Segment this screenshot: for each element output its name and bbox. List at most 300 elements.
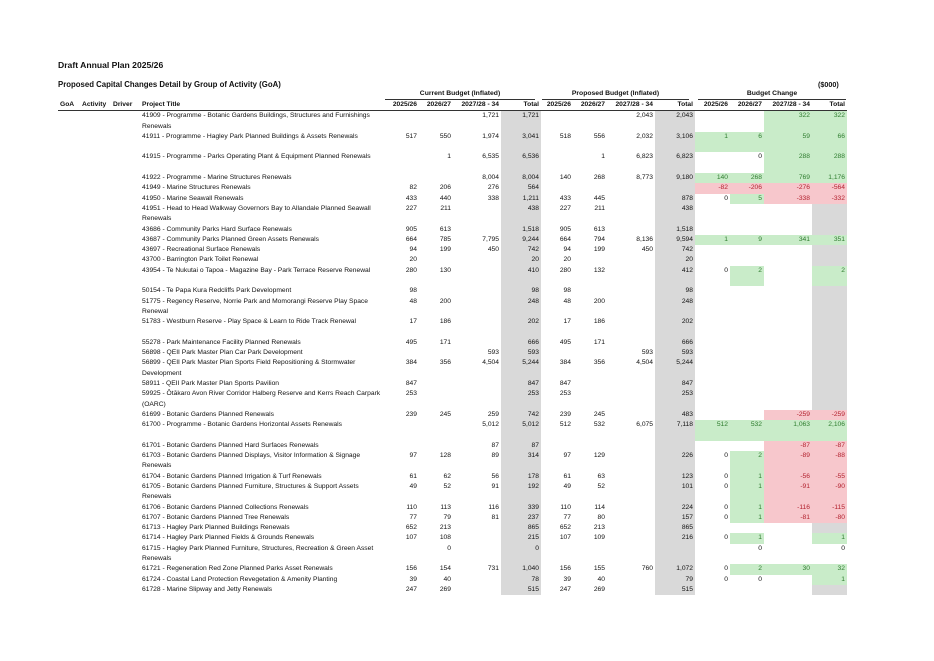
cell-c2 [419,379,453,389]
table-row [58,235,847,245]
cell-goa [58,410,80,420]
cell-activity [80,152,111,173]
cell-goa [58,441,80,451]
cell-activity [80,204,111,225]
cell-d1: 512 [695,420,730,441]
cell-d2: 0 [758,544,762,552]
cell-d1 [695,245,730,255]
cell-goa [58,513,80,523]
cell-p1 [541,111,573,132]
cell-d1 [695,379,730,389]
cell-ct: 339 [501,503,541,513]
cell-d3 [764,245,812,255]
cell-c1: 664 [405,235,417,243]
cell-p2 [573,111,607,132]
cell-goa [58,389,80,410]
col-header-change-2025: 2025/26 [695,100,730,111]
cell-d3: -91 [764,482,812,503]
table-header-row [58,100,847,111]
cell-goa [58,564,80,574]
cell-p1: 247 [559,585,571,593]
cell-p2: 532 [593,421,605,429]
cell-p2 [573,255,607,265]
cell-project-title: 58911 - QEII Park Master Plan Sports Pavilion [142,380,280,388]
cell-p3 [607,441,655,451]
cell-driver [111,523,140,533]
cell-driver [111,111,140,132]
cell-d2 [730,297,764,318]
cell-project-title: 43954 - Te Nukutai o Tapoa - Magazine Bay - Park Terrace Reserve Renewal [142,266,371,274]
cell-d2: 1 [730,533,764,543]
table-row [58,482,847,503]
cell-goa [58,255,80,265]
cell-pt: 1,072 [655,564,695,574]
cell-goa [58,472,80,482]
cell-p1: 98 [563,287,571,295]
cell-c3: 7,795 [482,235,499,243]
cell-project-title: 61714 - Hagley Park Planned Fields & Grounds Renewals [142,534,315,542]
cell-goa [58,523,80,533]
cell-goa [58,482,80,503]
cell-c1 [384,420,419,441]
cell-c1: 280 [405,266,417,274]
cell-goa [58,204,80,225]
cell-c3: 91 [491,482,499,490]
cell-c2: 200 [439,297,451,305]
cell-activity [80,111,111,132]
cell-driver [111,266,140,287]
cell-project-title: 61699 - Botanic Gardens Planned Renewals [142,410,274,418]
cell-d1: 0 [724,266,728,274]
cell-d3: -116 [764,503,812,513]
cell-p2 [573,183,607,193]
cell-pt: 101 [655,482,695,503]
cell-p2: 245 [593,410,605,418]
cell-dt: -564 [812,183,847,193]
cell-pt: 9,594 [655,235,695,245]
cell-p3 [607,317,655,338]
cell-goa [58,111,80,132]
cell-c3: 1,974 [482,132,499,140]
cell-c3 [453,204,501,225]
cell-c2: 130 [439,266,451,274]
cell-p2: 268 [593,174,605,182]
cell-activity [80,266,111,287]
cell-d1: 0 [724,503,728,511]
cell-goa [58,297,80,318]
cell-c3: 731 [487,565,499,573]
cell-p2 [573,441,607,451]
cell-d2: 1 [730,472,764,482]
cell-ct: 1,040 [501,564,541,574]
cell-dt [812,297,847,318]
cell-p3 [607,585,655,595]
cell-pt: 5,244 [655,358,695,379]
cell-ct: 742 [501,410,541,420]
cell-c3: 5,012 [482,421,499,429]
cell-c1: 17 [409,318,417,326]
cell-driver [111,533,140,543]
cell-c3 [453,575,501,585]
cell-pt: 253 [655,389,695,410]
cell-p2: 211 [594,204,605,212]
cell-p2: 445 [593,194,605,202]
cell-c3: 1,721 [482,112,499,120]
table-row [58,575,847,585]
cell-dt: 0 [841,544,845,552]
cell-dt [812,204,847,225]
cell-driver [111,451,140,472]
cell-c2: 171 [439,338,451,346]
cell-c1: 247 [405,585,417,593]
cell-p3 [607,194,655,204]
cell-d3: 341 [764,235,812,245]
cell-activity [80,286,111,296]
cell-p1: 140 [559,174,571,182]
cell-p3 [607,286,655,296]
cell-project-title: 61713 - Hagley Park Planned Buildings Renewals [142,524,290,532]
cell-project-title: 61724 - Coastal Land Protection Revegetation & Amenity Planting [142,575,338,583]
cell-ct: 564 [501,183,541,193]
cell-c1: 107 [405,534,417,542]
cell-goa [58,379,80,389]
cell-d3 [764,317,812,338]
cell-ct: 3,041 [501,132,541,153]
cell-c2: 108 [439,534,451,542]
cell-driver [111,132,140,153]
cell-p3 [607,544,655,565]
cell-d1 [695,523,730,533]
cell-p3 [607,533,655,543]
cell-p2: 171 [593,338,605,346]
cell-activity [80,358,111,379]
col-header-proposed-2026: 2026/27 [573,100,607,111]
cell-pt: 666 [655,338,695,348]
cell-dt [812,245,847,255]
cell-c3: 81 [491,513,499,521]
cell-activity [80,472,111,482]
cell-ct: 248 [501,297,541,318]
cell-c1: 495 [405,338,417,346]
cell-d1 [695,297,730,318]
cell-goa [58,358,80,379]
cell-c2: 52 [443,482,451,490]
cell-pt: 878 [655,194,695,204]
cell-ct: 87 [501,441,541,451]
cell-c1: 652 [405,524,417,532]
cell-project-title: 59925 - Ōtākaro Avon River Corridor Halberg Reserve and Kerrs Reach Carpark (OARC) [142,390,381,408]
table-row [58,585,847,595]
cell-p3 [607,297,655,318]
cell-p3 [607,513,655,523]
cell-p1: 518 [559,132,571,140]
cell-c1: 98 [409,287,417,295]
cell-project-title: 56898 - QEII Park Master Plan Car Park Development [142,349,303,357]
cell-c2: 211 [440,204,451,212]
cell-d1 [695,317,730,338]
cell-c2: 245 [439,410,451,418]
cell-p2: 200 [593,297,605,305]
cell-driver [111,235,140,245]
cell-c3: 6,535 [482,153,499,161]
cell-pt: 3,106 [655,132,695,153]
cell-d2: 5 [730,194,764,204]
cell-d2 [730,111,764,132]
cell-p1: 905 [559,225,571,233]
cell-goa [58,132,80,153]
cell-d3: -338 [764,194,812,204]
cell-dt: 322 [812,111,847,132]
units-label: ($000) [818,80,839,89]
cell-activity [80,482,111,503]
cell-d2: 532 [730,420,764,441]
cell-c2 [419,111,453,132]
cell-dt [812,225,847,235]
table-row [58,420,847,441]
cell-c2 [419,441,453,451]
cell-driver [111,173,140,183]
cell-c1: 82 [409,184,417,192]
cell-d1 [695,348,730,358]
cell-d1 [695,441,730,451]
cell-p1 [541,348,573,358]
cell-activity [80,317,111,338]
cell-c2: 154 [439,565,451,573]
cell-p1: 664 [559,235,571,243]
cell-project-title: 41911 - Programme - Hagley Park Planned Buildings & Assets Renewals [142,132,358,140]
cell-ct: 178 [501,472,541,482]
cell-d2: 9 [730,235,764,245]
cell-d3 [764,533,812,543]
table-row [58,194,847,204]
cell-pt: 438 [655,204,695,225]
cell-driver [111,379,140,389]
cell-c2: 613 [439,225,451,233]
cell-c1: 49 [409,482,417,490]
cell-ct: 215 [501,533,541,543]
cell-c2: 40 [443,575,451,583]
cell-project-title: 55278 - Park Maintenance Facility Planned Renewals [142,338,301,346]
cell-d3 [764,338,812,348]
cell-c1: 227 [405,204,417,212]
cell-dt: -90 [812,482,847,503]
cell-p3 [607,389,655,410]
cell-c1: 20 [409,256,417,264]
cell-d2 [730,441,764,451]
cell-d1: -82 [695,183,730,193]
cell-pt: 865 [655,523,695,533]
cell-goa [58,183,80,193]
cell-p1: 847 [559,380,571,388]
cell-p2: 80 [597,513,605,521]
cell-pt: 157 [655,513,695,523]
cell-d3 [764,575,812,585]
capital-changes-table [58,100,847,595]
cell-project-title: 41949 - Marine Structures Renewals [142,184,251,192]
cell-p2: 356 [593,359,605,367]
cell-p2 [573,348,607,358]
cell-project-title: 61700 - Programme - Botanic Gardens Horizontal Assets Renewals [142,421,342,429]
cell-c3: 87 [491,441,499,449]
cell-project-title: 61707 - Botanic Gardens Planned Tree Renewals [142,513,290,521]
cell-d2 [730,585,764,595]
cell-c3 [453,297,501,318]
cell-driver [111,348,140,358]
cell-goa [58,338,80,348]
col-header-project: Project Title [140,100,384,111]
table-row [58,358,847,379]
cell-p3 [607,379,655,389]
cell-c1 [384,111,419,132]
cell-p2: 199 [593,246,605,254]
cell-dt: -80 [812,513,847,523]
cell-p2: 109 [593,534,605,542]
cell-driver [111,152,140,173]
table-row [58,564,847,574]
cell-pt: 123 [655,472,695,482]
cell-p2: 794 [593,235,605,243]
cell-d2: 1 [730,513,764,523]
cell-dt: 1 [812,533,847,543]
cell-d1: 0 [724,534,728,542]
cell-pt: 20 [655,255,695,265]
cell-p2: 114 [594,503,605,511]
cell-project-title: 61721 - Regeneration Red Zone Planned Parks Asset Renewals [142,565,333,573]
cell-c2: 62 [443,472,451,480]
cell-activity [80,235,111,245]
table-row [58,523,847,533]
cell-pt [655,183,695,193]
cell-p3 [607,451,655,472]
cell-dt [812,255,847,265]
cell-p2: 155 [593,565,605,573]
cell-dt: 2,106 [812,420,847,441]
cell-c2: 0 [447,544,451,552]
cell-d1: 140 [695,173,730,183]
cell-p1: 110 [560,503,571,511]
cell-d1 [695,152,730,173]
cell-ct: 847 [501,379,541,389]
cell-dt: 2 [812,266,847,287]
cell-p2 [573,389,607,410]
cell-dt: 1,176 [812,173,847,183]
table-row [58,389,847,410]
cell-c3: 259 [487,410,499,418]
cell-c2: 199 [439,246,451,254]
cell-p2: 52 [597,482,605,490]
cell-d3: 59 [764,132,812,153]
cell-d3: -56 [764,472,812,482]
cell-d3: -276 [764,183,812,193]
cell-c2: 206 [439,184,451,192]
cell-activity [80,544,111,565]
cell-p2 [573,544,607,565]
cell-pt [655,544,695,565]
table-row [58,152,847,173]
table-row [58,348,847,358]
col-header-proposed-total: Total [655,100,695,111]
cell-ct: 1,721 [501,111,541,132]
cell-pt [655,441,695,451]
cell-d2 [730,379,764,389]
cell-p1: 107 [559,534,571,542]
cell-driver [111,575,140,585]
cell-driver [111,513,140,523]
table-row [58,379,847,389]
cell-c1: 905 [405,225,417,233]
cell-d3 [764,266,812,287]
cell-activity [80,523,111,533]
cell-activity [80,575,111,585]
cell-dt [812,358,847,379]
col-header-proposed-2025: 2025/26 [541,100,573,111]
cell-c2: 356 [439,359,451,367]
cell-c2: 128 [439,452,451,460]
cell-ct: 410 [501,266,541,287]
cell-project-title: 61704 - Botanic Gardens Planned Irrigation & Turf Renewals [142,472,322,480]
cell-ct: 666 [501,338,541,348]
table-row [58,472,847,482]
cell-activity [80,132,111,153]
cell-project-title: 43697 - Recreational Surface Renewals [142,246,261,254]
cell-c1: 156 [405,565,417,573]
cell-goa [58,503,80,513]
cell-p1 [541,152,573,173]
cell-c3 [453,523,501,533]
cell-pt: 216 [655,533,695,543]
cell-d1: 0 [724,513,728,521]
cell-dt [812,348,847,358]
cell-c3: 450 [487,246,499,254]
cell-pt: 248 [655,297,695,318]
cell-c1: 61 [409,472,417,480]
cell-driver [111,585,140,595]
cell-goa [58,245,80,255]
cell-p3 [607,255,655,265]
cell-p3 [607,225,655,235]
cell-p2: 556 [593,132,605,140]
cell-p1 [541,441,573,451]
cell-p3: 8,773 [636,174,653,182]
cell-activity [80,338,111,348]
cell-driver [111,225,140,235]
cell-d3: 30 [764,564,812,574]
cell-d2 [730,317,764,338]
cell-p1: 652 [559,524,571,532]
cell-p3: 6,823 [636,153,653,161]
cell-activity [80,379,111,389]
cell-p1: 227 [559,204,571,212]
cell-d2 [730,225,764,235]
cell-d2 [730,348,764,358]
cell-c1: 97 [409,452,417,460]
document-subtitle: Proposed Capital Changes Detail by Group of Activity (GoA) [58,80,281,89]
cell-c1: 48 [409,297,417,305]
cell-d2 [730,255,764,265]
cell-project-title: 61728 - Marine Slipway and Jetty Renewals [142,585,273,593]
cell-dt: 351 [812,235,847,245]
cell-goa [58,348,80,358]
cell-pt: 412 [655,266,695,287]
cell-d2: 1 [730,482,764,503]
cell-d3 [764,297,812,318]
cell-pt: 79 [655,575,695,585]
cell-driver [111,420,140,441]
cell-d1: 0 [724,194,728,202]
cell-c2: 269 [439,585,451,593]
cell-d1 [695,286,730,296]
table-row [58,132,847,153]
